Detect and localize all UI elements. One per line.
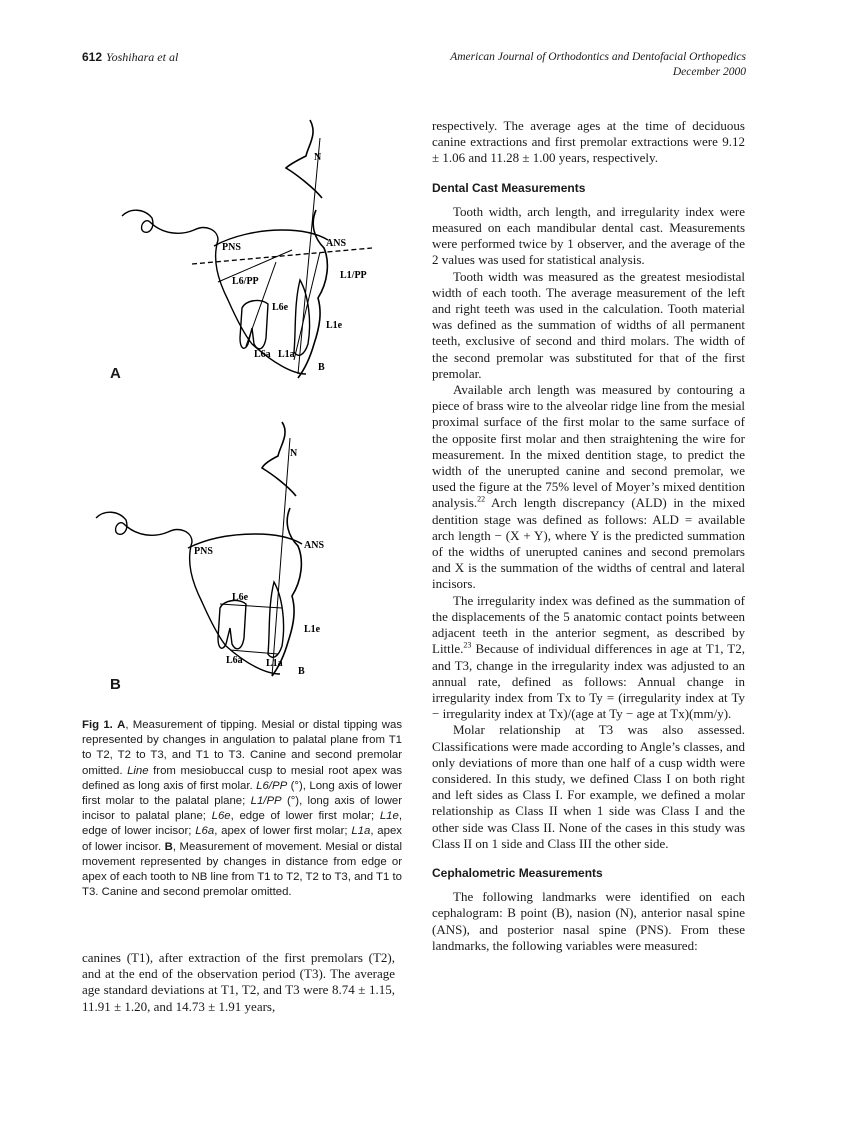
label-l6e-b: L6e (232, 592, 249, 603)
body-paragraph (432, 593, 745, 723)
caption-b-label: B (164, 840, 173, 853)
body-paragraph: respectively. The average ages at the time of deciduous canine extractions and first premolar extractions were 9.12 ± 1.06 and 11.28 ± 1.00 years, respectively. (432, 118, 745, 166)
caption-l1e-text: , edge of lower incisor; (82, 810, 402, 838)
panel-letter-a: A (110, 365, 121, 382)
left-column-text (82, 950, 395, 1015)
figure-panel-a (82, 112, 402, 397)
reference-superscript: 23 (463, 640, 472, 650)
section-heading: Cephalometric Measurements (432, 865, 603, 880)
caption-l1a-term: L1a (351, 825, 371, 838)
cephalometric-tracing-b (82, 418, 402, 688)
caption-l1a-text: , apex of lower incisor. (82, 825, 402, 853)
caption-a-label: A (117, 719, 126, 731)
body-paragraph: Tooth width was measured as the greatest mesiodistal width of each tooth. The average measurement of the left and right teeth was used in the calculation. Tooth material was defined as the summation of widths of all permanent teeth, exclusive of second and third molars. The width of the second premolar was substituted for that of the first premolar. (432, 268, 745, 381)
paragraph-part: The irregularity index was defined as the summation of the displacements of the 5 anatomic contact points between adjacent teeth in the anterior segment, as described by Little. (432, 592, 745, 657)
label-l1a-b: L1a (266, 658, 283, 669)
caption-l6a-text: , apex of lower first molar; (214, 825, 352, 838)
panel-letter-b: B (110, 676, 121, 693)
caption-l1pp-text: (°), long axis of lower incisor to palatal plane; (82, 795, 402, 823)
paragraph-part: Because of individual differences in age at T1, T2, and T3, change in the irregularity index was adjusted to an annual rate, defined as follows: Annual change in irregularity index from Tx to Ty = (irregularity index at Ty − irregularity index at Tx)/(age at Ty − age at Tx)(mm/y). (432, 641, 745, 722)
caption-l6pp-text: (°), Long axis of lower first molar to the palatal plane; (82, 779, 402, 808)
label-ans-a: ANS (326, 238, 347, 249)
caption-l6pp-term: L6/PP (256, 779, 288, 792)
figure-caption (82, 718, 402, 900)
body-paragraph: canines (T1), after extraction of the first premolars (T2), and at the end of the observation period (T3). The average age standard deviations at T1, T2, and T3 were 8.74 ± 1.15, 11.91 ± 1.20, and 14.73 ± 1.91 years, (82, 950, 395, 1014)
label-pns-b: PNS (194, 546, 213, 557)
caption-line-text: from mesiobuccal cusp to mesial root apex was defined as long axis of first molar. (82, 764, 403, 792)
section-heading: Dental Cast Measurements (432, 180, 586, 195)
caption-l6a-term: L6a (195, 825, 215, 838)
body-paragraph: Tooth width, arch length, and irregularity index were measured on each mandibular dental cast. Measurements were performed twice by 1 observer, and the average of the 2 values was used for statistical analysis. (432, 203, 745, 268)
body-paragraph: Molar relationship at T3 was also assessed. Classifications were made according to Angle’s classes, and only deviations of more than one half of a cusp width were considered. In this study, we defined Class I on both right and left sides as Class I. For example, we defined a molar relationship as Class II when 1 side was Class I and the other side was Class II. None of the cases in this study was Class II on 1 side and Class III the other side. (432, 722, 745, 851)
label-l1a-a: L1a (278, 349, 295, 360)
issue-date: December 2000 (672, 66, 746, 78)
caption-line-term: Line (127, 764, 149, 777)
journal-name: American Journal of Orthodontics and Dentofacial Orthopedics (450, 51, 746, 63)
label-b-a: B (318, 362, 325, 373)
label-n-a: N (314, 152, 322, 163)
label-l1e-a: L1e (326, 320, 343, 331)
label-l6a-b: L6a (226, 655, 243, 666)
caption-l1pp-term: L1/PP (250, 795, 282, 808)
label-b-b: B (298, 666, 305, 677)
label-l6a-a: L6a (254, 349, 271, 360)
body-paragraph (432, 382, 745, 593)
label-n-b: N (290, 448, 298, 459)
caption-fig-label: Fig 1. (82, 719, 113, 731)
paragraph-part: Available arch length was measured by contouring a piece of brass wire to the alveolar ridge line from the mesial proximal surface of the first molar to the same surface of the opposite first molar and then straightening the wire for measurement. In the mixed dentition stage, to predict the width of the unerupted canine and second premolar, we used the figure at the 75% level of Moyer’s mixed dentition analysis. (432, 382, 745, 511)
running-header-right (346, 50, 746, 80)
label-l1e-b: L1e (304, 624, 321, 635)
caption-l1e-term: L1e (379, 810, 399, 823)
right-column-text (432, 118, 745, 954)
label-l6e-a: L6e (272, 302, 289, 313)
caption-l6e-term: L6e (211, 810, 231, 823)
author-line: Yoshihara et al (106, 50, 179, 64)
reference-superscript: 22 (477, 495, 486, 505)
label-ans-b: ANS (304, 540, 325, 551)
caption-l6e-text: , edge of lower first molar; (230, 810, 380, 823)
body-paragraph: The following landmarks were identified on each cephalogram: B point (B), nasion (N), anterior nasal spine (ANS), and posterior nasal spine (PNS). From these landmarks, the following variables were measured: (432, 889, 745, 953)
label-pns-a: PNS (222, 242, 241, 253)
label-l1pp-a: L1/PP (340, 270, 367, 281)
cephalometric-tracing-a (82, 112, 402, 392)
paragraph-part: Arch length discrepancy (ALD) in the mixed dentition stage was defined as follows: ALD = available arch length − (X + Y), where Y is the predicted summation of the widths of unerupted canines and second premolars and X is the summation of the widths of central and lateral incisors. (432, 495, 745, 592)
label-l6pp-a: L6/PP (232, 276, 259, 287)
caption-b-text: , Measurement of movement. Mesial or distal movement represented by changes in distance from edge or apex of each tooth to NB line from T1 to T2, T2 to T3, and T1 to T3. Canine and second premolar omitted. (82, 840, 402, 899)
caption-a-text: , Measurement of tipping. Mesial or distal tipping was represented by changes in angulation to palatal plane from T1 to T2, T2 to T3, and T1 to T3. Canine and second premolar omitted. (82, 719, 403, 777)
page-number: 612 (82, 50, 103, 64)
running-header-left (82, 50, 178, 65)
figure-panel-b (82, 418, 402, 693)
